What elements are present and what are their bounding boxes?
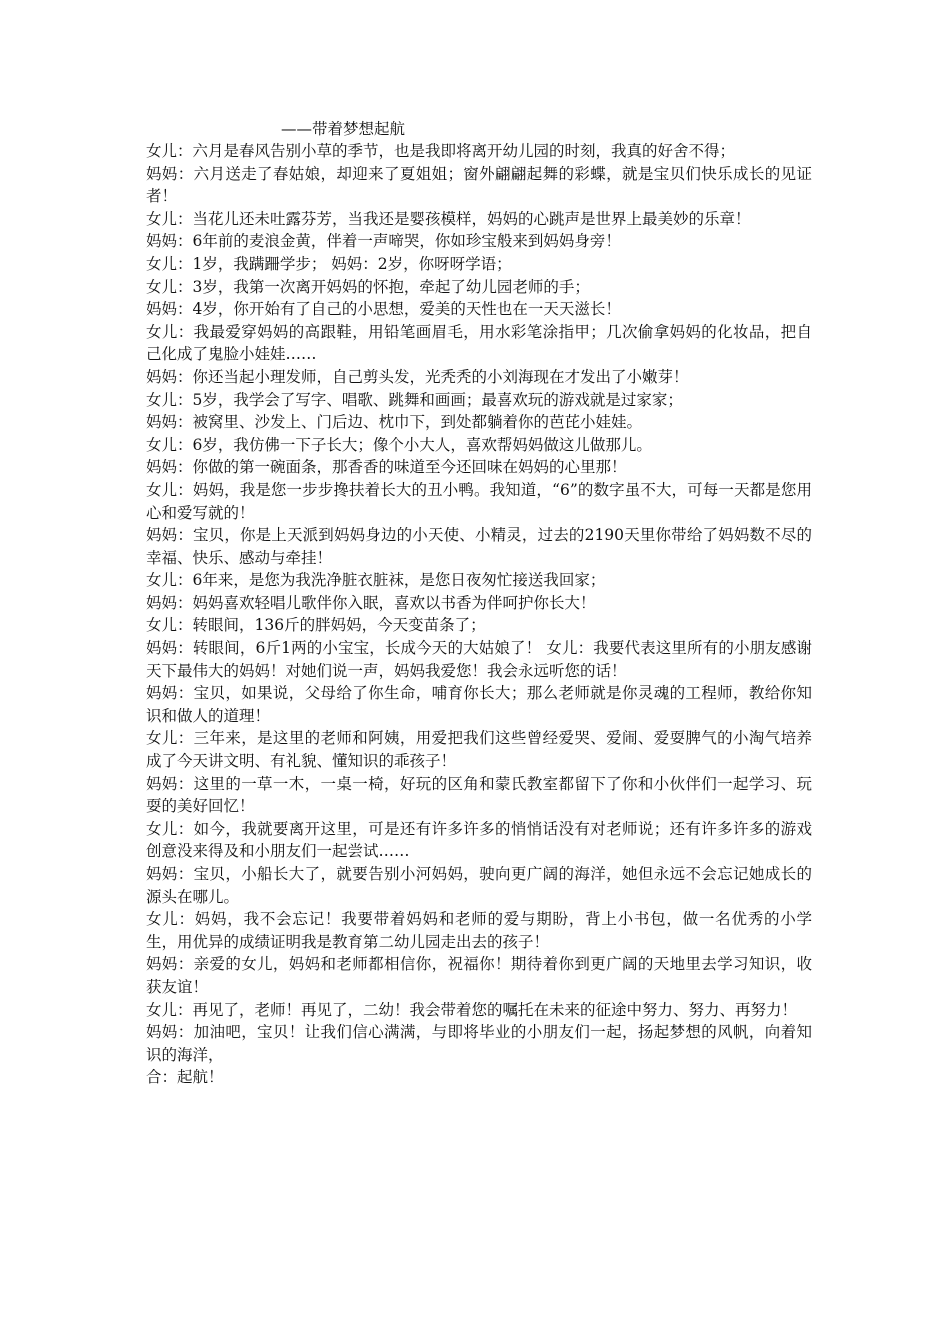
dialogue-line: 妈妈：加油吧，宝贝！让我们信心满满，与即将毕业的小朋友们一起，扬起梦想的风帆，向着知识的海洋， xyxy=(146,1023,812,1064)
dialogue-line: 女儿：再见了，老师！再见了，二幼！我会带着您的嘱托在未来的征途中努力、努力、再努力！ xyxy=(146,1000,798,1019)
dialogue-line: 妈妈：你做的第一碗面条，那香香的味道至今还回味在妈妈的心里那！ xyxy=(146,458,627,477)
dialogue-line: 妈妈：宝贝，小船长大了，就要告别小河妈妈，驶向更广阔的海洋，她但永远不会忘记她成长的源头在哪儿。 xyxy=(146,865,812,906)
dialogue-line: 妈妈：宝贝，如果说，父母给了你生命，哺育你长大；那么老师就是你灵魂的工程师，教给你知识和做人的道理！ xyxy=(146,684,812,725)
document-subtitle: ——带着梦想起航 xyxy=(281,120,406,138)
dialogue-line: 妈妈：六月送走了春姑娘，却迎来了夏姐姐；窗外翩翩起舞的彩蝶，就是宝贝们快乐成长的见证者！ xyxy=(146,164,812,206)
dialogue-line: 妈妈：妈妈喜欢轻唱儿歌伴你入眠，喜欢以书香为伴呵护你长大！ xyxy=(146,593,596,612)
dialogue-line: 妈妈：转眼间，6斤1两的小宝宝，长成今天的大姑娘了！ 女儿：我要代表这里所有的小朋友感谢天下最伟大的妈妈！对她们说一声，妈妈我爱您！我会永远听您的话！ xyxy=(146,639,812,680)
dialogue-line: 女儿：1岁，我蹒跚学步； 妈妈：2岁，你呀呀学语； xyxy=(146,254,512,273)
dialogue-line: 女儿：3岁，我第一次离开妈妈的怀抱，牵起了幼儿园老师的手； xyxy=(146,277,590,296)
dialogue-line: 女儿：妈妈，我不会忘记！我要带着妈妈和老师的爱与期盼，背上小书包，做一名优秀的小学生，用优异的成绩证明我是教育第二幼儿园走出去的孩子！ xyxy=(146,910,812,951)
dialogue-line: 女儿：如今，我就要离开这里，可是还有许多许多的悄悄话没有对老师说；还有许多许多的游戏创意没来得及和小朋友们一起尝试…… xyxy=(146,819,812,861)
document-body xyxy=(146,140,812,1089)
dialogue-line: 女儿：我最爱穿妈妈的高跟鞋，用铅笔画眉毛，用水彩笔涂指甲；几次偷拿妈妈的化妆品，把自己化成了鬼脸小娃娃…… xyxy=(146,322,812,364)
dialogue-line: 女儿：三年来，是这里的老师和阿姨，用爱把我们这些曾经爱哭、爱闹、爱耍脾气的小淘气培养成了今天讲文明、有礼貌、懂知识的乖孩子！ xyxy=(146,729,812,771)
dialogue-line: 妈妈：这里的一草一木，一桌一椅，好玩的区角和蒙氏教室都留下了你和小伙伴们一起学习、玩耍的美好回忆！ xyxy=(146,774,812,816)
dialogue-line: 合：起航！ xyxy=(146,1068,224,1087)
dialogue-line: 女儿：6年来，是您为我洗净脏衣脏袜，是您日夜匆忙接送我回家； xyxy=(146,571,606,590)
dialogue-line: 妈妈：你还当起小理发师，自己剪头发，光秃秃的小刘海现在才发出了小嫩芽！ xyxy=(146,367,689,386)
dialogue-line: 妈妈：亲爱的女儿，妈妈和老师都相信你，祝福你！期待着你到更广阔的天地里去学习知识，收获友谊！ xyxy=(146,955,812,996)
dialogue-line: 妈妈：宝贝，你是上天派到妈妈身边的小天使、小精灵，过去的2190天里你带给了妈妈数不尽的幸福、快乐、感动与牵挂！ xyxy=(146,526,812,567)
dialogue-line: 女儿：6岁，我仿佛一下子长大；像个小大人，喜欢帮妈妈做这儿做那儿。 xyxy=(146,435,652,454)
dialogue-line: 妈妈：6年前的麦浪金黄，伴着一声啼哭，你如珍宝般来到妈妈身旁！ xyxy=(146,232,621,251)
dialogue-line: 女儿：当花儿还未吐露芬芳，当我还是婴孩模样，妈妈的心跳声是世界上最美妙的乐章！ xyxy=(146,209,751,228)
dialogue-line: 女儿：六月是春风告别小草的季节，也是我即将离开幼儿园的时刻，我真的好舍不得； xyxy=(146,142,736,160)
dialogue-line: 女儿：5岁，我学会了写字、唱歌、跳舞和画画；最喜欢玩的游戏就是过家家； xyxy=(146,390,683,409)
dialogue-line: 女儿：转眼间，136斤的胖妈妈，今天变苗条了； xyxy=(146,616,486,635)
dialogue-line: 妈妈：4岁，你开始有了自己的小思想，爱美的天性也在一天天滋长！ xyxy=(146,300,621,319)
dialogue-line: 女儿：妈妈，我是您一步步搀扶着长大的丑小鸭。我知道，“6”的数字虽不大，可每一天都是您用心和爱写就的！ xyxy=(146,480,812,522)
dialogue-line: 妈妈：被窝里、沙发上、门后边、枕巾下，到处都躺着你的芭芘小娃娃。 xyxy=(146,413,643,432)
